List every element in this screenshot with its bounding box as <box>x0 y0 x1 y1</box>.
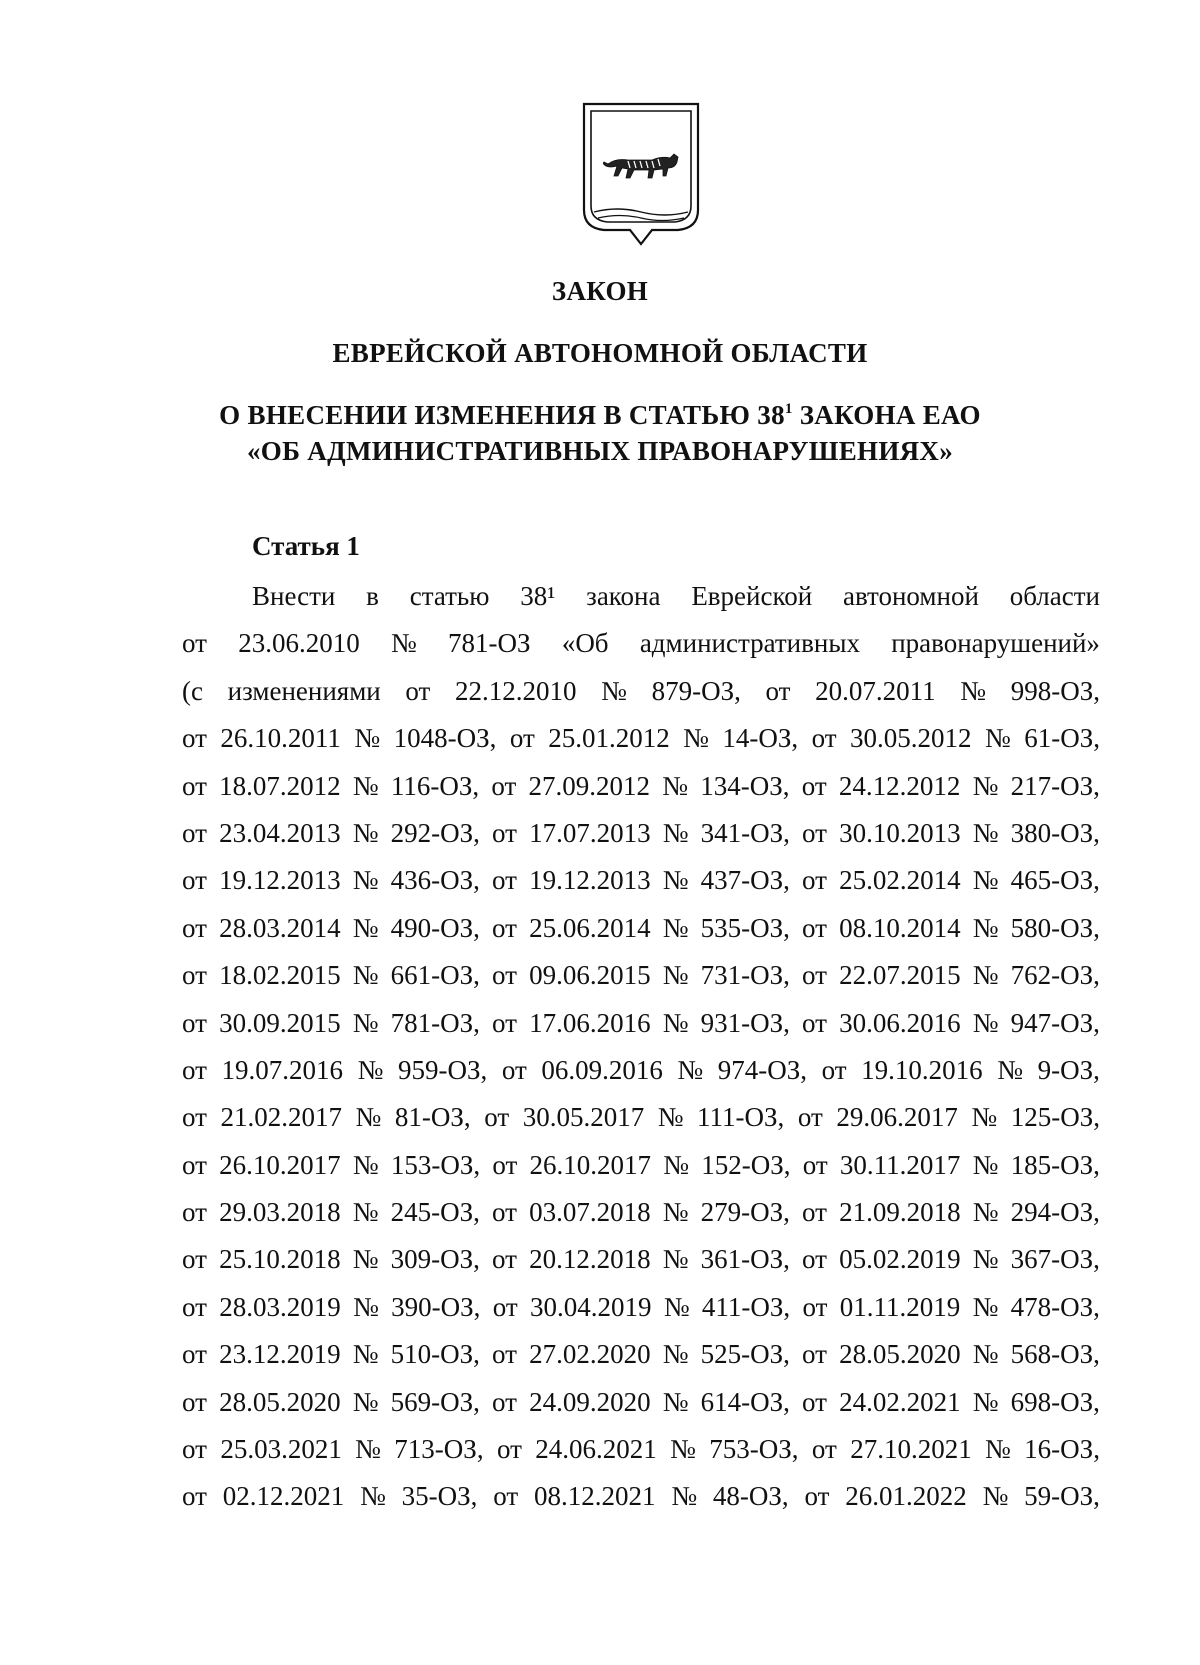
article-word: 525-ОЗ, <box>700 1339 790 1370</box>
tiger-coat-of-arms-icon <box>582 102 700 248</box>
article-word: от <box>405 675 431 706</box>
article-word: № <box>662 1007 689 1038</box>
article-word: № <box>352 1244 379 1275</box>
article-word: от <box>492 912 517 943</box>
article-word: № <box>352 1386 379 1417</box>
article-word: от <box>765 675 791 706</box>
article-text-line <box>182 620 1100 667</box>
article-word: 781-ОЗ <box>448 628 531 659</box>
article-word: от <box>492 1007 517 1038</box>
article-word: № <box>662 960 689 991</box>
article-title: Статья 1 <box>252 531 360 561</box>
article-word: 28.03.2019 <box>219 1291 341 1322</box>
article-word: правонарушений» <box>891 628 1100 659</box>
article-word: 762-ОЗ, <box>1010 960 1100 991</box>
article-word: от <box>182 1149 207 1180</box>
article-number-superscript: 1 <box>784 401 793 417</box>
article-word: 731-ОЗ, <box>700 960 790 991</box>
article-word: от <box>492 1149 518 1180</box>
article-body <box>182 573 1100 1521</box>
article-word: от <box>802 1197 827 1228</box>
article-word: 390-ОЗ, <box>391 1291 481 1322</box>
article-word: № <box>972 1149 999 1180</box>
article-word: в <box>366 581 379 611</box>
article-text-line <box>182 1000 1100 1047</box>
article-text-line <box>182 668 1100 715</box>
article-word: 61-ОЗ, <box>1024 723 1100 754</box>
article-word: № <box>985 1434 1011 1465</box>
article-word: 437-ОЗ, <box>700 865 790 896</box>
article-word: 30.11.2017 <box>839 1149 961 1180</box>
article-word: 28.03.2014 <box>219 912 341 943</box>
article-word: № <box>972 1386 999 1417</box>
article-word: 781-ОЗ, <box>390 1007 480 1038</box>
article-word: № <box>390 628 417 659</box>
article-word: 28.05.2020 <box>839 1339 961 1370</box>
article-word: 28.05.2020 <box>219 1386 341 1417</box>
article-text-line <box>182 1142 1100 1189</box>
article-word: 713-ОЗ, <box>394 1434 484 1465</box>
article-word: 35-ОЗ, <box>401 1481 478 1512</box>
article-word: 947-ОЗ, <box>1010 1007 1100 1038</box>
article-word: от <box>492 817 517 848</box>
article-word: 26.10.2011 <box>220 723 341 754</box>
article-word: от <box>492 960 517 991</box>
article-word: № <box>972 1197 999 1228</box>
article-word: от <box>491 770 517 801</box>
article-word: № <box>663 1149 690 1180</box>
article-word: № <box>355 1434 381 1465</box>
article-word: № <box>662 770 689 801</box>
article-word: от <box>811 1434 837 1465</box>
article-word: 22.12.2010 <box>455 675 577 706</box>
article-word: № <box>662 865 689 896</box>
article-word: № <box>352 1007 379 1038</box>
article-word: № <box>972 865 999 896</box>
article-word: 22.07.2015 <box>839 960 961 991</box>
article-word: 245-ОЗ, <box>390 1197 480 1228</box>
law-title-line-1-end: ЗАКОНА ЕАО <box>792 400 981 430</box>
article-word: 30.09.2015 <box>219 1007 341 1038</box>
article-word: № <box>972 1244 999 1275</box>
article-word: от <box>492 865 517 896</box>
article-word: 19.12.2013 <box>529 865 651 896</box>
article-text-line <box>182 1236 1100 1283</box>
article-word: 25.03.2021 <box>220 1434 342 1465</box>
article-word: 569-ОЗ, <box>390 1386 480 1417</box>
law-title-line-2: «ОБ АДМИНИСТРАТИВНЫХ ПРАВОНАРУШЕНИЯХ» <box>246 436 954 466</box>
article-word: 17.07.2013 <box>529 817 651 848</box>
article-word: от <box>182 770 207 801</box>
article-word: 661-ОЗ, <box>390 960 480 991</box>
article-word: от <box>182 1291 207 1322</box>
article-word: 217-ОЗ, <box>1010 770 1100 801</box>
article-word: от <box>182 1244 207 1275</box>
article-word: 81-ОЗ, <box>394 1102 471 1133</box>
article-word: 19.12.2013 <box>219 865 341 896</box>
article-word: 23.06.2010 <box>238 628 360 659</box>
article-word: от <box>802 912 827 943</box>
article-word: 153-ОЗ, <box>390 1149 481 1180</box>
article-word: 20.12.2018 <box>529 1244 651 1275</box>
article-word: 38¹ <box>520 581 556 611</box>
article-word: от <box>182 1339 207 1370</box>
article-word: № <box>972 817 999 848</box>
article-word: № <box>352 1339 379 1370</box>
article-word: от <box>501 1054 527 1085</box>
article-word: 30.04.2019 <box>530 1291 652 1322</box>
article-word: № <box>997 1054 1023 1085</box>
article-word: № <box>972 1007 999 1038</box>
article-word: 21.02.2017 <box>220 1102 342 1133</box>
article-word: 48-ОЗ, <box>712 1481 789 1512</box>
article-word: от <box>802 960 827 991</box>
article-word: от <box>802 865 827 896</box>
article-text-line <box>182 1379 1100 1426</box>
article-text-line <box>182 1426 1100 1473</box>
article-word: № <box>670 1434 696 1465</box>
article-word: № <box>352 1149 379 1180</box>
article-word: от <box>492 1291 518 1322</box>
article-word: № <box>960 675 987 706</box>
article-word: № <box>972 912 999 943</box>
article-word: 879-ОЗ, <box>651 675 741 706</box>
article-word: 465-ОЗ, <box>1010 865 1100 896</box>
article-word: от <box>492 1244 517 1275</box>
article-word: 568-ОЗ, <box>1010 1339 1100 1370</box>
article-word: от <box>492 1339 517 1370</box>
article-word: 292-ОЗ, <box>390 817 480 848</box>
article-word: от <box>492 1197 517 1228</box>
article-word: № <box>662 817 689 848</box>
article-text-line <box>182 573 1100 620</box>
article-text-line <box>182 1047 1100 1094</box>
article-word: «Об <box>561 628 609 659</box>
article-word: от <box>182 1007 207 1038</box>
article-word: 698-ОЗ, <box>1010 1386 1100 1417</box>
article-word: от <box>496 1434 522 1465</box>
article-word: № <box>972 1339 999 1370</box>
article-word: от <box>801 770 827 801</box>
article-word: закона <box>586 581 661 611</box>
article-word: 08.10.2014 <box>839 912 961 943</box>
article-word: административных <box>639 628 860 659</box>
article-word: 27.09.2012 <box>528 770 651 801</box>
article-word: статью <box>409 581 490 611</box>
article-word: 279-ОЗ, <box>700 1197 790 1228</box>
article-word: 510-ОЗ, <box>390 1339 480 1370</box>
article-word: от <box>182 1054 207 1085</box>
article-word: от <box>802 1386 827 1417</box>
article-word: от <box>182 865 207 896</box>
article-word: 152-ОЗ, <box>701 1149 791 1180</box>
article-word: изменениями <box>227 675 381 706</box>
article-word: 08.12.2021 <box>534 1481 656 1512</box>
article-word: № <box>984 723 1011 754</box>
article-word: № <box>972 960 999 991</box>
article-text-line <box>182 1331 1100 1378</box>
article-word: № <box>971 1102 998 1133</box>
article-word: 18.07.2012 <box>219 770 341 801</box>
article-text-line <box>182 1284 1100 1331</box>
article-word: 06.09.2016 <box>541 1054 663 1085</box>
article-word: 185-ОЗ, <box>1010 1149 1100 1180</box>
article-word: 18.02.2015 <box>219 960 341 991</box>
article-word: от <box>182 628 207 659</box>
article-word: № <box>662 1386 689 1417</box>
article-word: № <box>677 1054 704 1085</box>
article-text-line <box>182 1189 1100 1236</box>
article-word: области <box>1009 581 1100 611</box>
article-word: от <box>182 1481 207 1512</box>
article-word: № <box>355 1102 382 1133</box>
article-word: от <box>509 723 535 754</box>
article-word: от <box>802 817 827 848</box>
law-title-line-1 <box>0 400 1200 431</box>
article-word: 580-ОЗ, <box>1010 912 1100 943</box>
article-word: от <box>182 723 207 754</box>
article-word: № <box>352 770 379 801</box>
article-word: № <box>982 1481 1009 1512</box>
article-word: 16-ОЗ, <box>1024 1434 1100 1465</box>
article-word: 14-ОЗ, <box>722 723 799 754</box>
article-word: № <box>354 723 381 754</box>
article-word: 490-ОЗ, <box>390 912 480 943</box>
article-word: № <box>683 723 709 754</box>
article-word: 24.06.2021 <box>535 1434 657 1465</box>
article-word: Еврейской <box>691 581 813 611</box>
article-word: № <box>662 1197 689 1228</box>
article-word: 309-ОЗ, <box>390 1244 480 1275</box>
article-word: 998-ОЗ, <box>1010 675 1100 706</box>
article-word: 30.06.2016 <box>839 1007 961 1038</box>
article-word: от <box>797 1102 823 1133</box>
article-text-line <box>182 857 1100 904</box>
article-word: 116-ОЗ, <box>390 770 480 801</box>
article-word: 21.09.2018 <box>839 1197 961 1228</box>
article-text-line <box>182 763 1100 810</box>
article-word: № <box>662 912 689 943</box>
article-word: 24.02.2021 <box>839 1386 961 1417</box>
article-word: № <box>601 675 627 706</box>
article-word: от <box>802 1149 828 1180</box>
article-word: от <box>182 817 207 848</box>
article-word: № <box>662 1244 689 1275</box>
article-word: 05.02.2019 <box>839 1244 961 1275</box>
article-word: 9-ОЗ, <box>1037 1054 1100 1085</box>
article-word: 19.10.2016 <box>861 1054 983 1085</box>
article-word: 134-ОЗ, <box>700 770 790 801</box>
article-word: 25.10.2018 <box>219 1244 341 1275</box>
article-word: (с <box>182 675 203 706</box>
article-word: от <box>182 1386 207 1417</box>
article-word: 02.12.2021 <box>222 1481 345 1512</box>
article-word: 1048-ОЗ, <box>393 723 497 754</box>
article-text-line <box>182 1473 1100 1520</box>
article-word: № <box>353 1291 379 1322</box>
article-word: № <box>360 1481 386 1512</box>
article-word: 931-ОЗ, <box>700 1007 790 1038</box>
article-word: № <box>972 1291 999 1322</box>
article-word: 29.03.2018 <box>219 1197 341 1228</box>
article-word: 23.04.2013 <box>219 817 341 848</box>
article-word: 23.12.2019 <box>219 1339 341 1370</box>
document-type-heading: ЗАКОН <box>551 276 649 306</box>
article-word: 30.05.2012 <box>850 723 972 754</box>
article-word: 17.06.2016 <box>529 1007 651 1038</box>
article-word: 26.10.2017 <box>529 1149 652 1180</box>
article-word: 478-ОЗ, <box>1010 1291 1100 1322</box>
article-word: 411-ОЗ, <box>701 1291 791 1322</box>
law-title-line-1-text: О ВНЕСЕНИИ ИЗМЕНЕНИЯ В СТАТЬЮ 38 <box>219 400 785 430</box>
article-word: 125-ОЗ, <box>1010 1102 1100 1133</box>
article-word: 26.01.2022 <box>845 1481 967 1512</box>
article-word: 19.07.2016 <box>221 1054 344 1085</box>
article-word: от <box>182 1197 207 1228</box>
article-word: 09.06.2015 <box>529 960 651 991</box>
article-word: от <box>811 723 837 754</box>
article-word: от <box>821 1054 847 1085</box>
article-word: 30.10.2013 <box>839 817 961 848</box>
article-word: 29.06.2017 <box>836 1102 958 1133</box>
article-word: № <box>657 1102 684 1133</box>
article-word: 20.07.2011 <box>815 675 936 706</box>
article-text-line <box>182 952 1100 999</box>
article-text-line <box>182 1094 1100 1141</box>
article-word: 294-ОЗ, <box>1010 1197 1100 1228</box>
article-word: 436-ОЗ, <box>390 865 480 896</box>
article-word: № <box>671 1481 698 1512</box>
article-word: № <box>972 770 999 801</box>
article-word: 26.10.2017 <box>219 1149 341 1180</box>
article-word: 380-ОЗ, <box>1010 817 1100 848</box>
article-word: 25.02.2014 <box>839 865 961 896</box>
article-word: 01.11.2019 <box>839 1291 961 1322</box>
article-word: от <box>802 1007 827 1038</box>
article-word: 27.02.2020 <box>529 1339 651 1370</box>
article-word: № <box>352 817 379 848</box>
article-word: № <box>357 1054 384 1085</box>
article-word: 24.12.2012 <box>838 770 961 801</box>
article-word: № <box>352 912 379 943</box>
article-word: № <box>662 1339 689 1370</box>
article-text-line <box>182 715 1100 762</box>
article-word: Внести <box>252 581 336 611</box>
article-word: от <box>484 1102 510 1133</box>
article-word: 25.06.2014 <box>529 912 651 943</box>
article-word: 535-ОЗ, <box>700 912 790 943</box>
article-word: от <box>182 1102 207 1133</box>
article-word: № <box>352 865 379 896</box>
article-word: от <box>804 1481 830 1512</box>
article-word: 30.05.2017 <box>522 1102 645 1133</box>
article-word: от <box>182 912 207 943</box>
article-word: № <box>352 960 379 991</box>
article-word: 753-ОЗ, <box>709 1434 799 1465</box>
article-word: от <box>182 1434 207 1465</box>
article-word: 367-ОЗ, <box>1010 1244 1100 1275</box>
article-word: 24.09.2020 <box>529 1386 651 1417</box>
article-word: 361-ОЗ, <box>700 1244 790 1275</box>
article-word: 25.01.2012 <box>548 723 670 754</box>
article-text-line <box>182 905 1100 952</box>
article-word: автономной <box>842 581 979 611</box>
article-text-line <box>182 810 1100 857</box>
article-word: от <box>182 960 207 991</box>
article-word: 03.07.2018 <box>529 1197 651 1228</box>
article-word: 959-ОЗ, <box>397 1054 488 1085</box>
article-word: 974-ОЗ, <box>717 1054 808 1085</box>
article-word: от <box>493 1481 519 1512</box>
article-word: от <box>492 1386 517 1417</box>
region-heading: ЕВРЕЙСКОЙ АВТОНОМНОЙ ОБЛАСТИ <box>332 338 868 368</box>
article-word: от <box>802 1244 827 1275</box>
article-word: № <box>352 1197 379 1228</box>
article-word: 341-ОЗ, <box>700 817 790 848</box>
article-word: от <box>802 1339 827 1370</box>
article-word: 59-ОЗ, <box>1024 1481 1100 1512</box>
article-word: 111-ОЗ, <box>697 1102 785 1133</box>
article-word: № <box>663 1291 690 1322</box>
article-word: 27.10.2021 <box>850 1434 972 1465</box>
article-word: от <box>802 1291 828 1322</box>
article-word: 614-ОЗ, <box>700 1386 790 1417</box>
